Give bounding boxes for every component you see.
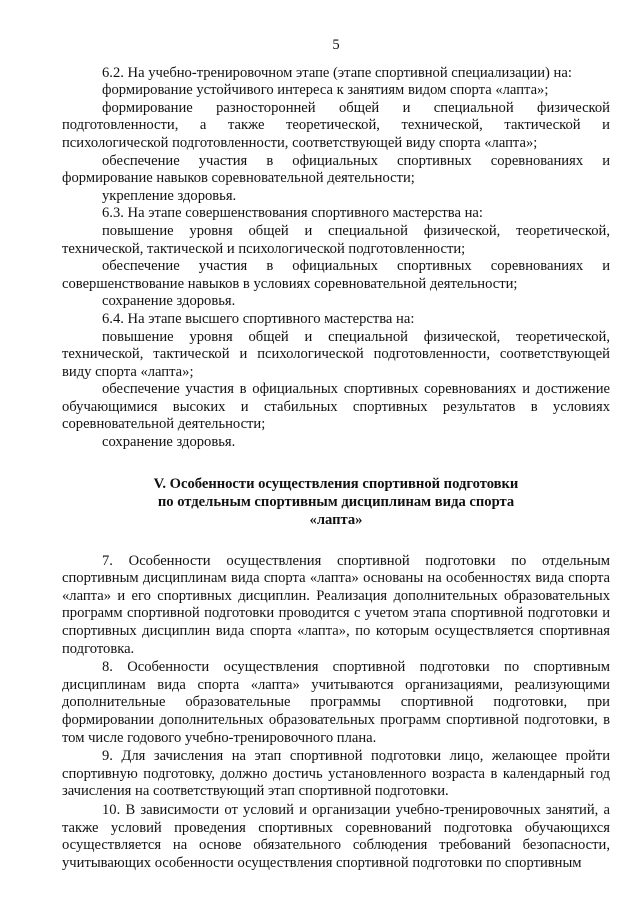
page-number: 5	[332, 37, 340, 53]
paragraph-8: 8. Особенности осуществления спортивной подготовки по спортивным дисциплинам вида спорта «лапта» учитываются организациями, реализующими дополнительные образовательные программы спортивной подготовки, при формировании дополнительных образовательных программ спортивной подготовки, в том числе годового учебно-тренировочного плана.	[62, 659, 610, 746]
list-item: формирование устойчивого интереса к занятиям видом спорта «лапта»;	[102, 82, 549, 99]
list-item: обеспечение участия в официальных спортивных соревнованиях и формирование навыков соревновательной деятельности;	[62, 152, 610, 187]
list-item: укрепление здоровья.	[102, 187, 237, 204]
list-item: повышение уровня общей и специальной физической, теоретической, технической, тактической и психологической подготовленности, соответствующей виду спорта «лапта»;	[62, 328, 610, 380]
paragraph-6-4: 6.4. На этапе высшего спортивного мастерства на:	[102, 310, 415, 327]
section-heading	[62, 475, 610, 529]
section-heading-line: по отдельным спортивным дисциплинам вида спорта	[157, 493, 515, 510]
list-item: обеспечение участия в официальных спортивных соревнованиях и достижение обучающимися высоких и стабильных спортивных результатов в условиях соревновательной деятельности;	[62, 381, 610, 433]
paragraph-7: 7. Особенности осуществления спортивной подготовки по отдельным спортивным дисциплинам вида спорта «лапта» основаны на особенностях вида спорта «лапта» и его спортивных дисциплин. Реализация дополнительных образовательных программ спортивной подготовки проводится с учетом этапа спортивной подготовки и спортивных дисциплин вида спорта «лапта», по которым осуществляется спортивная подготовка.	[62, 552, 610, 657]
list-item: формирование разносторонней общей и специальной физической подготовленности, а также теоретической, технической, тактической и психологической подготовленности, соответствующей виду спорта «лапта»;	[62, 99, 610, 151]
list-item: повышение уровня общей и специальной физической, теоретической, технической, тактической и психологической подготовленности;	[62, 222, 610, 257]
list-item: сохранение здоровья.	[102, 434, 236, 451]
list-item: обеспечение участия в официальных спортивных соревнованиях и совершенствование навыков в условиях соревновательной деятельности;	[62, 258, 610, 292]
paragraph-9: 9. Для зачисления на этап спортивной подготовки лицо, желающее пройти спортивную подготовку, должно достичь установленного возраста в календарный год зачисления на соответствующий этап спортивной подготовки.	[62, 748, 610, 800]
section-heading-line: V. Особенности осуществления спортивной подготовки	[153, 475, 519, 492]
section-heading-line: «лапта»	[309, 511, 363, 528]
paragraph-6-3: 6.3. На этапе совершенствования спортивного мастерства на:	[102, 205, 483, 222]
paragraph-10: 10. В зависимости от условий и организации учебно-тренировочных занятий, а также условий проведения спортивных соревнований подготовка обучающихся осуществляется на основе обязательного соблюдения требований безопасности, учитывающих особенности осуществления спортивной подготовки по спортивным	[62, 801, 610, 871]
list-item: сохранение здоровья.	[102, 293, 236, 310]
paragraph-6-2: 6.2. На учебно-тренировочном этапе (этапе спортивной специализации) на:	[102, 64, 572, 81]
